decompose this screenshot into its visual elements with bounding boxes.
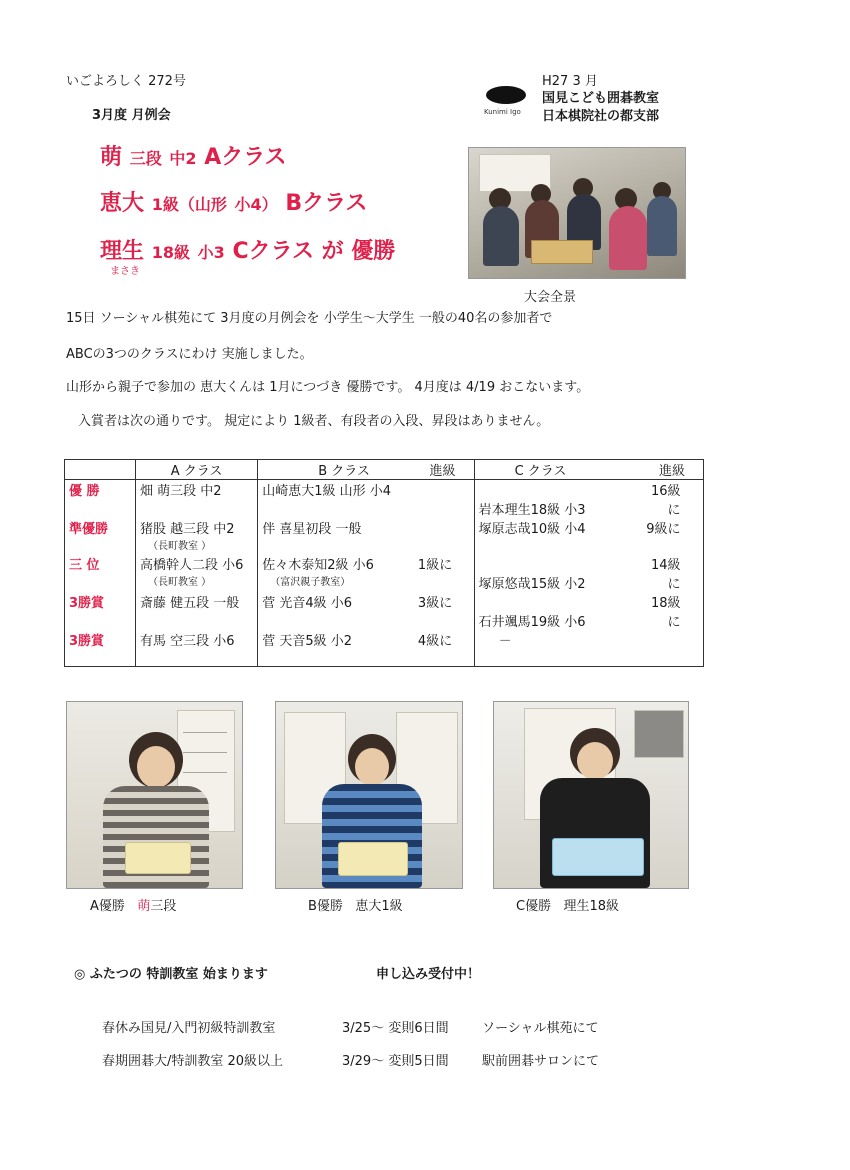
go-stone-logo	[486, 86, 526, 104]
winner-a: 萌 三段 中2 Aクラス	[100, 145, 287, 170]
org-name: 国見こども囲碁教室	[542, 91, 660, 106]
body-line-3: 山形から親子で参加の 恵大くんは 1月につづき 優勝です。 4月度は 4/19 おこないます。	[66, 380, 590, 395]
photo-caption: 大会全景	[524, 290, 577, 305]
course-2-name: 春期囲碁大/特訓教室 20級以上	[102, 1054, 284, 1069]
winner-a-photo	[66, 701, 243, 889]
table-row: 優 勝 畑 萌三段 中2 山崎恵大1級 山形 小4 岩本理生18級 小316級に	[65, 480, 704, 519]
event-title: 3月度 月例会	[92, 108, 171, 123]
body-line-1: 15日 ソーシャル棋苑にて 3月度の月例会を 小学生～大学生 一般の40名の参加者で	[66, 311, 553, 326]
results-table	[64, 459, 704, 667]
caption-c: C優勝 理生18級	[516, 899, 620, 914]
caption-a: A優勝 萌三段	[90, 899, 177, 914]
announce-status: 申し込み受付中！	[376, 967, 481, 982]
header-b: B クラス 進級	[258, 460, 474, 480]
winner-c-photo	[493, 701, 689, 889]
logo-text: Kunimi Igo	[484, 108, 521, 116]
course-1-name: 春休み国見/入門初級特訓教室	[102, 1021, 276, 1036]
furigana: まさき	[110, 266, 140, 277]
course-1-date: 3/25～ 変則6日間	[342, 1021, 449, 1036]
tournament-photo	[468, 147, 686, 279]
table-row: 準優勝 猪股 越三段 中2 （長町教室 ） 伴 喜星初段 一般 塚原志哉10級 小4 9級に	[65, 518, 704, 554]
newsletter-title: いごよろしく 272号	[66, 74, 186, 89]
body-line-2: ABCの3つのクラスにわけ 実施しました。	[66, 347, 313, 362]
table-header	[65, 460, 704, 480]
course-1-place: ソーシャル棋苑にて	[482, 1021, 599, 1036]
caption-b: B優勝 恵大1級	[308, 899, 403, 914]
winner-c: 理生 18級 小3 Cクラス が 優勝	[100, 239, 396, 264]
header-c: C クラス 進級	[474, 460, 703, 480]
table-row: 3勝賞 有馬 空三段 小6 菅 天音5級 小2 4級に －	[65, 630, 704, 667]
course-2-date: 3/29～ 変則5日間	[342, 1054, 449, 1069]
org-branch: 日本棋院社の都支部	[542, 109, 660, 124]
body-line-4: 入賞者は次の通りです。 規定により 1級者、有段者の入段、昇段はありません。	[78, 414, 550, 429]
announce-title: ◎ ふたつの 特訓教室 始まります	[74, 967, 268, 982]
issue-date: H27 3 月	[542, 74, 598, 89]
winner-b-photo	[275, 701, 463, 889]
table-row: 3勝賞 斎藤 健五段 一般 菅 光音4級 小6 3級に 石井颯馬19級 小618級に	[65, 592, 704, 630]
winner-b: 恵大 1級（山形 小4） Bクラス	[100, 191, 368, 216]
course-2-place: 駅前囲碁サロンにて	[482, 1054, 600, 1069]
table-row: 三 位 高橋幹人二段 小6 （長町教室 ） 佐々木泰知2級 小6 1級に （富沢親子教室） 塚原悠哉15級 小214級に	[65, 554, 704, 592]
header-a: A クラス	[136, 460, 258, 480]
